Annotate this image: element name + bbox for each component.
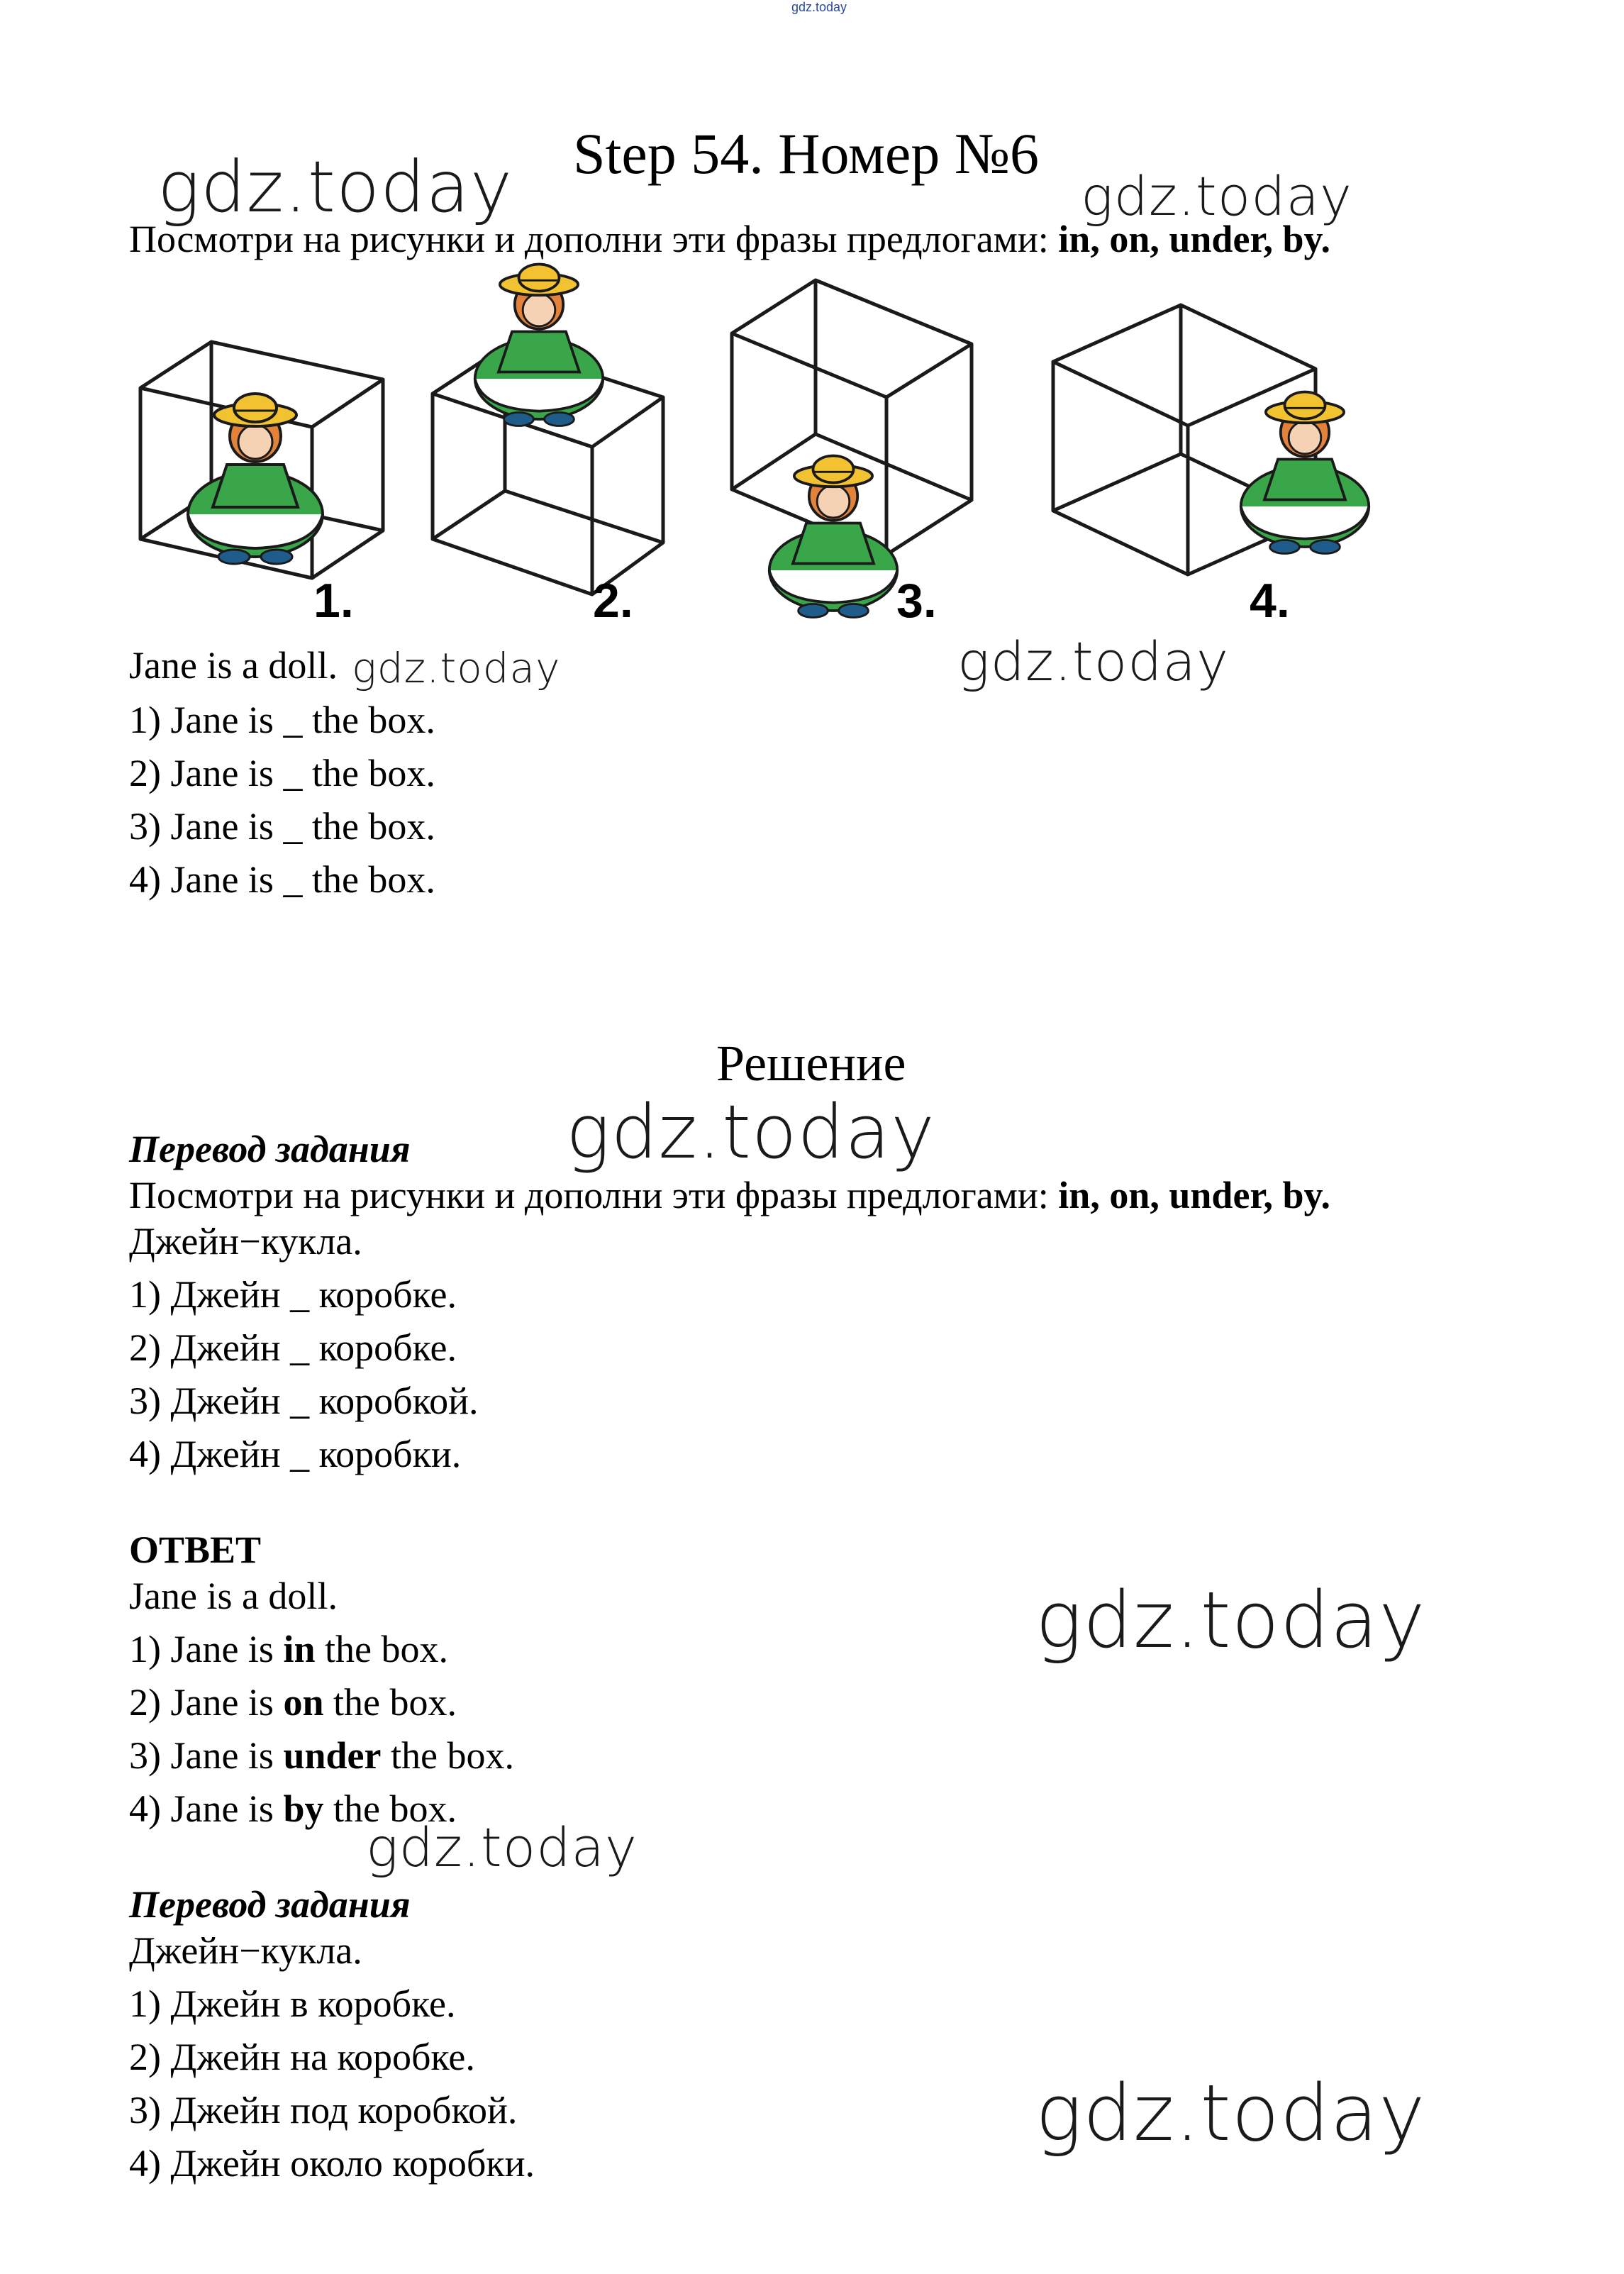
exercise-item-4: 4) Jane is _ the box. bbox=[129, 858, 435, 901]
translation-item-1: 1) Джейн _ коробке. bbox=[129, 1273, 457, 1316]
watermark: gdz.today bbox=[1035, 2068, 1426, 2158]
translation-item-3: 3) Джейн _ коробкой. bbox=[129, 1380, 479, 1422]
answer-item-3: 3) Jane is under the box. bbox=[129, 1734, 514, 1777]
answer-word: on bbox=[283, 1681, 324, 1724]
picture-label-1: 1. bbox=[313, 574, 354, 628]
task-prepositions: in, on, under, by. bbox=[1058, 218, 1330, 260]
watermark: gdz.today bbox=[366, 1816, 638, 1879]
answer-item-1: 1) Jane is in the box. bbox=[129, 1628, 448, 1670]
answer-item-2: 2) Jane is on the box. bbox=[129, 1681, 457, 1724]
watermark: gdz.today bbox=[957, 630, 1229, 693]
translation-instruction: Посмотри на рисунки и дополни эти фразы предлогами: in, on, under, by. bbox=[129, 1174, 1330, 1216]
answer-translation-intro: Джейн−кукла. bbox=[129, 1929, 362, 1972]
answer-translation-item-1: 1) Джейн в коробке. bbox=[129, 1982, 456, 2025]
answer-heading: ОТВЕТ bbox=[129, 1529, 262, 1571]
translation-item-4: 4) Джейн _ коробки. bbox=[129, 1433, 462, 1475]
doll-2-on-box bbox=[475, 265, 604, 426]
answer-word: in bbox=[283, 1628, 316, 1670]
picture-label-2: 2. bbox=[593, 574, 633, 628]
solution-heading: Решение bbox=[716, 1035, 906, 1092]
watermark: gdz.today bbox=[566, 1089, 935, 1175]
picture-label-3: 3. bbox=[896, 574, 937, 628]
answer-translation-item-4: 4) Джейн около коробки. bbox=[129, 2142, 535, 2185]
translation-item-2: 2) Джейн _ коробке. bbox=[129, 1326, 457, 1369]
translation-prepositions: in, on, under, by. bbox=[1058, 1174, 1330, 1216]
picture-label-4: 4. bbox=[1250, 574, 1290, 628]
answer-translation-heading: Перевод задания bbox=[129, 1883, 411, 1926]
watermark: gdz.today bbox=[1081, 165, 1352, 228]
watermark: gdz.today bbox=[352, 644, 561, 692]
answer-word: by bbox=[283, 1787, 324, 1830]
exercise-item-2: 2) Jane is _ the box. bbox=[129, 752, 435, 794]
watermark: gdz.today bbox=[157, 145, 513, 228]
translation-intro: Джейн−кукла. bbox=[129, 1220, 362, 1263]
translation-heading: Перевод задания bbox=[129, 1128, 411, 1170]
task-instruction: Посмотри на рисунки и дополни эти фразы предлогами: in, on, under, by. bbox=[129, 218, 1330, 260]
exercise-intro: Jane is a doll. bbox=[129, 644, 338, 687]
page-title: Step 54. Номер №6 bbox=[573, 121, 1039, 186]
answer-word: under bbox=[283, 1734, 382, 1777]
doll-4-by-box bbox=[1241, 392, 1369, 554]
exercise-item-1: 1) Jane is _ the box. bbox=[129, 699, 435, 741]
watermark: gdz.today bbox=[1035, 1575, 1426, 1665]
answer-translation-item-3: 3) Джейн под коробкой. bbox=[129, 2089, 518, 2131]
boxes-illustration bbox=[0, 0, 1624, 653]
doll-1-in-box bbox=[188, 394, 323, 564]
answer-item-4: 4) Jane is by the box. bbox=[129, 1787, 457, 1830]
answer-intro: Jane is a doll. bbox=[129, 1575, 338, 1617]
top-watermark: gdz.today bbox=[791, 0, 847, 14]
doll-3-under-box bbox=[769, 456, 898, 618]
answer-translation-item-2: 2) Джейн на коробке. bbox=[129, 2036, 475, 2078]
exercise-item-3: 3) Jane is _ the box. bbox=[129, 805, 435, 848]
